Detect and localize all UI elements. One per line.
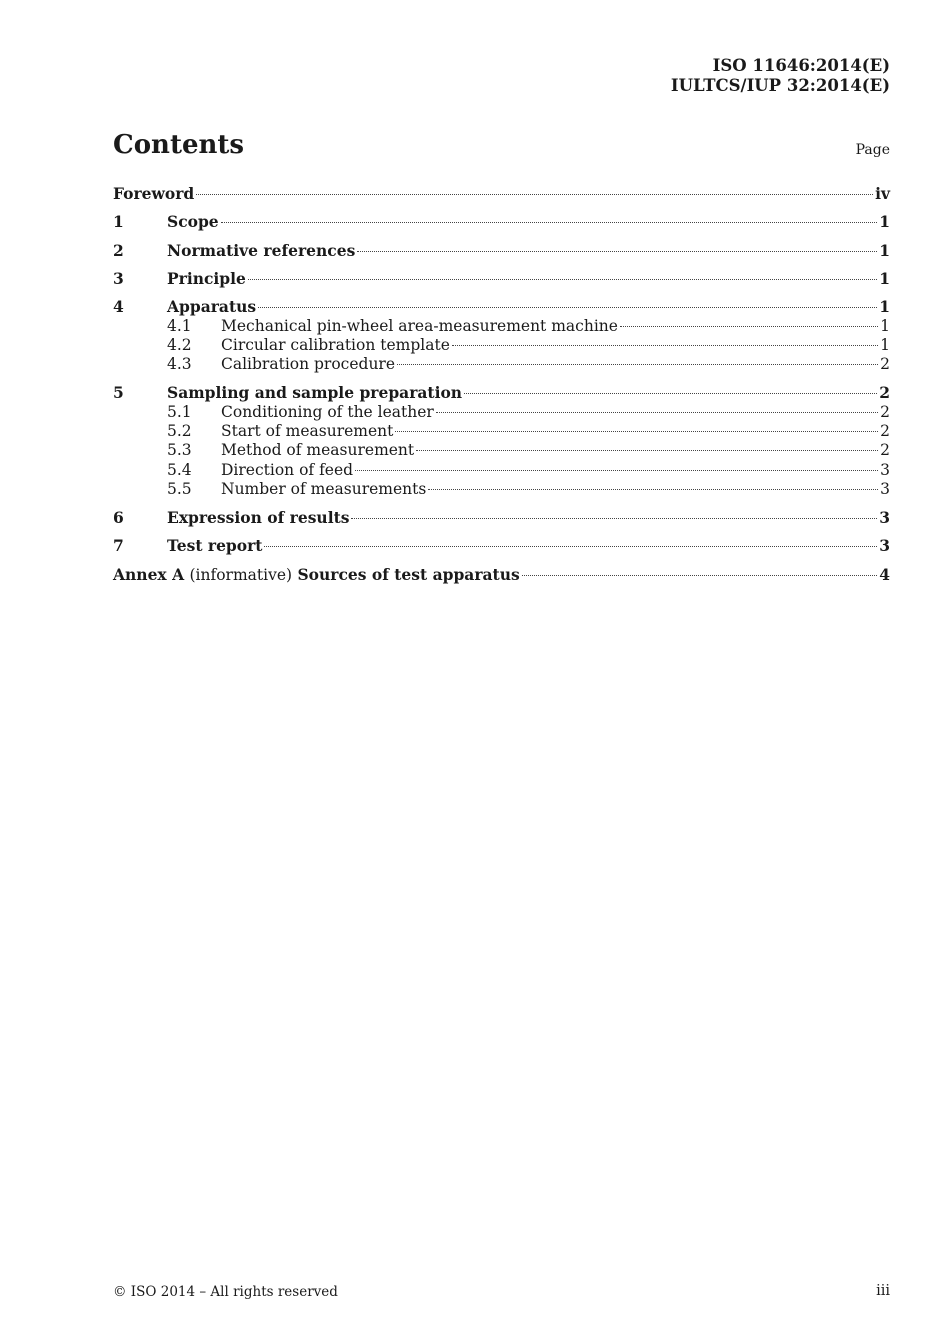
iultcs-number: IULTCS/IUP 32:2014(E) bbox=[670, 76, 890, 95]
toc-number: 6 bbox=[113, 508, 124, 528]
toc-label: Start of measurement bbox=[221, 422, 394, 441]
toc-entry-sampling[interactable] bbox=[113, 383, 890, 403]
toc-page: 1 bbox=[880, 316, 890, 335]
toc-entry-principle[interactable] bbox=[113, 269, 890, 289]
leader-dots bbox=[248, 278, 877, 280]
toc-number: 7 bbox=[113, 536, 124, 556]
copyright-notice: © ISO 2014 – All rights reserved bbox=[113, 1284, 338, 1300]
toc-label: Scope bbox=[167, 212, 219, 232]
toc-entry-normative-references[interactable] bbox=[113, 241, 890, 261]
toc-number: 5.4 bbox=[167, 460, 192, 479]
toc-entry-5-4[interactable] bbox=[113, 461, 890, 480]
page-title: Contents bbox=[113, 130, 245, 160]
leader-dots bbox=[620, 325, 878, 327]
leader-dots bbox=[221, 221, 878, 223]
leader-dots bbox=[436, 411, 878, 413]
leader-dots bbox=[258, 306, 877, 308]
toc-number: 4.1 bbox=[167, 316, 192, 335]
toc-label: Number of measurements bbox=[221, 480, 427, 499]
toc-number: 5.1 bbox=[167, 402, 192, 421]
toc-page: 3 bbox=[880, 460, 890, 479]
annex-prefix: Annex A bbox=[113, 564, 185, 584]
toc-entry-foreword[interactable] bbox=[113, 184, 890, 204]
toc-label: Sampling and sample preparation bbox=[167, 383, 463, 403]
toc-number: 4.3 bbox=[167, 355, 192, 374]
toc-page: 4 bbox=[879, 564, 890, 584]
leader-dots bbox=[428, 488, 878, 490]
toc-label: Circular calibration template bbox=[221, 335, 450, 354]
toc-page: 3 bbox=[880, 480, 890, 499]
annex-title: Sources of test apparatus bbox=[297, 564, 520, 584]
toc-label: Method of measurement bbox=[221, 441, 415, 460]
toc-number: 5.2 bbox=[167, 422, 192, 441]
toc-page: 1 bbox=[879, 240, 890, 260]
toc-label bbox=[113, 565, 520, 586]
toc-entry-scope[interactable] bbox=[113, 212, 890, 232]
toc-entry-4-3[interactable] bbox=[113, 355, 890, 374]
toc-number: 3 bbox=[113, 268, 124, 288]
leader-dots bbox=[264, 545, 877, 547]
toc-entry-5-3[interactable] bbox=[113, 441, 890, 460]
toc-label: Expression of results bbox=[167, 508, 350, 528]
toc-page: 3 bbox=[879, 508, 890, 528]
toc-entry-test-report[interactable] bbox=[113, 536, 890, 556]
leader-dots bbox=[522, 574, 877, 576]
toc-number: 1 bbox=[113, 212, 124, 232]
document-header bbox=[671, 56, 890, 96]
toc-page: 1 bbox=[879, 212, 890, 232]
toc-number: 5.5 bbox=[167, 480, 192, 499]
leader-dots bbox=[357, 250, 877, 252]
leader-dots bbox=[351, 517, 877, 519]
toc-number: 5 bbox=[113, 383, 124, 403]
toc-entry-4-1[interactable] bbox=[113, 317, 890, 336]
toc-label: Test report bbox=[167, 536, 263, 556]
leader-dots bbox=[395, 430, 878, 432]
toc-entry-5-1[interactable] bbox=[113, 403, 890, 422]
toc-label: Conditioning of the leather bbox=[221, 402, 434, 421]
toc-number: 4.2 bbox=[167, 335, 192, 354]
toc-page: 2 bbox=[880, 422, 890, 441]
toc-label: Mechanical pin-wheel area-measurement machine bbox=[221, 316, 618, 335]
toc-label: Direction of feed bbox=[221, 460, 354, 479]
toc-label: Calibration procedure bbox=[221, 355, 396, 374]
annex-type: (informative) bbox=[189, 565, 293, 584]
toc-page: 2 bbox=[879, 383, 890, 403]
leader-dots bbox=[416, 449, 878, 451]
toc-label: Principle bbox=[167, 268, 246, 288]
toc-entry-expression-of-results[interactable] bbox=[113, 508, 890, 528]
toc-page: 2 bbox=[880, 441, 890, 460]
toc-label: Apparatus bbox=[167, 297, 257, 317]
toc-page: 3 bbox=[879, 536, 890, 556]
toc-number: 5.3 bbox=[167, 441, 192, 460]
page-number: iii bbox=[876, 1283, 890, 1299]
page-column-label: Page bbox=[855, 142, 890, 158]
toc-entry-apparatus[interactable] bbox=[113, 297, 890, 317]
leader-dots bbox=[464, 392, 877, 394]
toc-page: 1 bbox=[879, 268, 890, 288]
toc-entry-5-2[interactable] bbox=[113, 422, 890, 441]
toc-page: 2 bbox=[880, 402, 890, 421]
leader-dots bbox=[355, 469, 878, 471]
toc-label: Normative references bbox=[167, 240, 356, 260]
leader-dots bbox=[397, 363, 878, 365]
leader-dots bbox=[196, 193, 873, 195]
leader-dots bbox=[452, 344, 878, 346]
standard-number: ISO 11646:2014(E) bbox=[712, 56, 890, 75]
toc-entry-5-5[interactable] bbox=[113, 480, 890, 499]
table-of-contents bbox=[113, 184, 890, 584]
toc-page: 2 bbox=[880, 355, 890, 374]
toc-page: 1 bbox=[879, 297, 890, 317]
toc-entry-annex-a[interactable] bbox=[113, 565, 890, 585]
toc-number: 4 bbox=[113, 297, 124, 317]
toc-number: 2 bbox=[113, 240, 124, 260]
toc-page: iv bbox=[875, 184, 890, 203]
toc-page: 1 bbox=[880, 335, 890, 354]
toc-label: Foreword bbox=[113, 184, 195, 203]
toc-entry-4-2[interactable] bbox=[113, 336, 890, 355]
